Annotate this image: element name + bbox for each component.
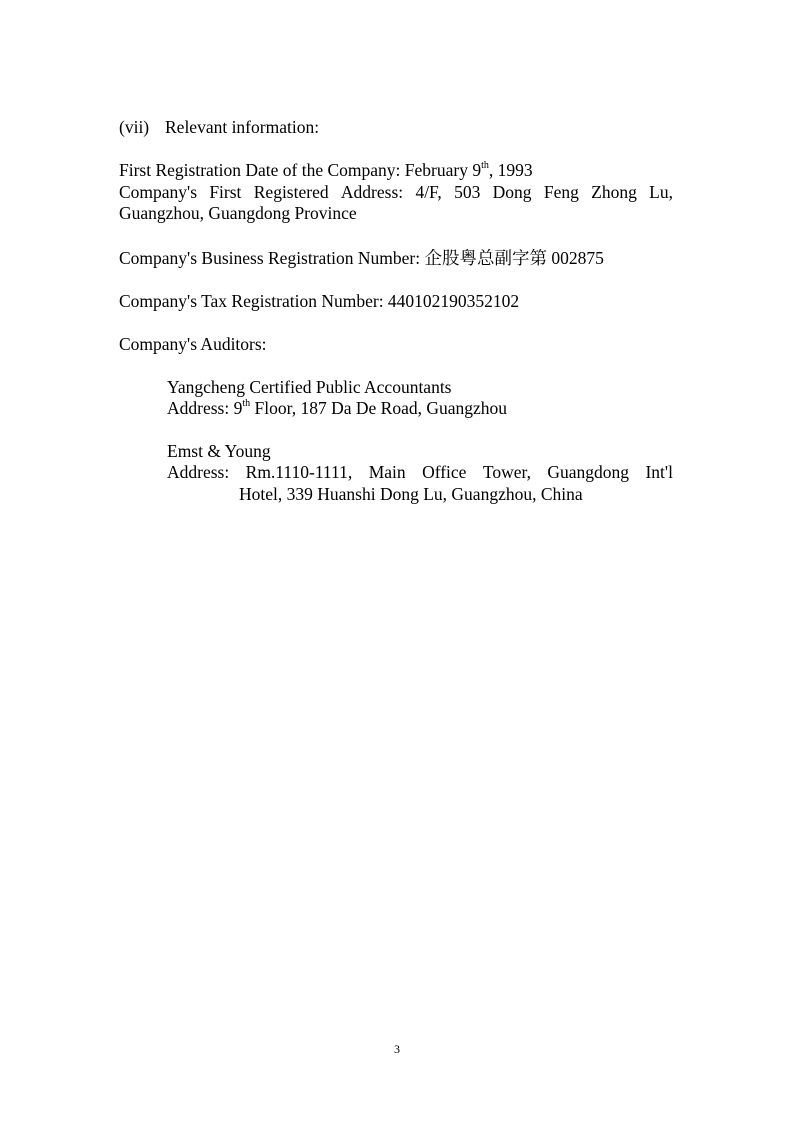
section-number: (vii) <box>119 117 150 137</box>
section-heading <box>119 117 319 138</box>
auditor2-address-word: Rm.1110-1111, <box>245 462 353 482</box>
auditor1-address-prefix: Address: 9 <box>167 398 243 418</box>
first-registered-address-word: Zhong <box>591 182 637 202</box>
business-registration-number: Company's Business Registration Number: 企股粤总副字第 002875 <box>119 248 604 268</box>
first-registration-date <box>119 160 533 181</box>
first-registration-date-label: First Registration Date of the Company: February 9 <box>119 160 482 180</box>
auditor1-address-superscript: th <box>242 398 251 410</box>
auditor2-address-line2: Hotel, 339 Huanshi Dong Lu, Guangzhou, China <box>239 484 583 504</box>
auditor2-address-word: Int'l <box>645 462 673 482</box>
page-number: 3 <box>394 1042 400 1056</box>
section-title: Relevant information: <box>165 117 320 137</box>
auditors-heading: Company's Auditors: <box>119 334 267 354</box>
auditor2-address-word: Tower, <box>482 462 531 482</box>
auditor2-name: Emst & Young <box>167 441 271 461</box>
auditor1-name: Yangcheng Certified Public Accountants <box>167 377 452 397</box>
first-registration-date-superscript: th <box>481 160 489 172</box>
auditor2-address-word: Address: <box>167 462 230 482</box>
first-registered-address-word: 503 <box>454 182 481 202</box>
first-registered-address-line2: Guangzhou, Guangdong Province <box>119 203 357 223</box>
auditor2-address-word: Main <box>368 462 406 482</box>
first-registered-address-word: Company's <box>119 182 198 202</box>
auditor1-address-rest: Floor, 187 Da De Road, Guangzhou <box>250 398 508 418</box>
first-registration-date-year: , 1993 <box>488 160 533 180</box>
first-registered-address-line1 <box>119 182 673 203</box>
first-registered-address-word: First <box>209 182 242 202</box>
first-registered-address-word: Registered <box>253 182 329 202</box>
first-registered-address-word: Dong <box>492 182 532 202</box>
tax-registration-number: Company's Tax Registration Number: 440102190352102 <box>119 291 520 311</box>
first-registered-address-word: Feng <box>543 182 579 202</box>
auditor2-address-word: Guangdong <box>547 462 630 482</box>
auditor1-address <box>167 398 507 419</box>
first-registered-address-word: 4/F, <box>415 182 442 202</box>
auditor2-address-line1 <box>167 462 673 483</box>
first-registered-address-word: Lu, <box>649 182 673 202</box>
auditor2-address-word: Office <box>422 462 467 482</box>
first-registered-address-word: Address: <box>340 182 404 202</box>
